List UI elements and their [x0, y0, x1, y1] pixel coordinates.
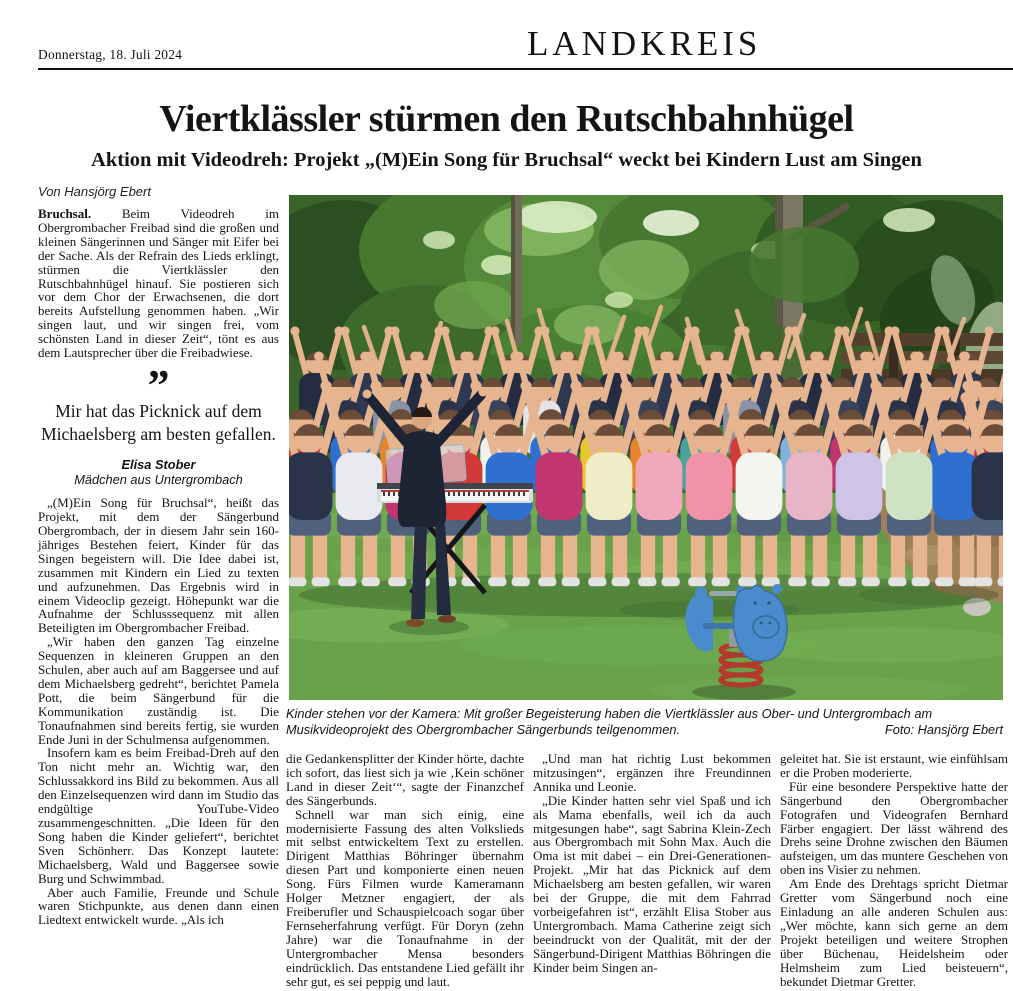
photo-caption-text: Kinder stehen vor der Kamera: Mit großer Begeisterung haben die Viertklässler aus Ober- und Untergrombach am Musikvideoprojekt des Obergrombacher Sängerbunds teilgenommen.	[286, 706, 933, 737]
lead-text: Beim Videodreh im Obergrombacher Freibad sind die großen und kleinen Sängerinnen und Sänger mit Eifer bei der Sache. Als der Refrain des Lieds erklingt, stürmen die Viertklässler den Rutschbahnhügel hinauf. Sie postieren sich vor dem Chor der Erwachsenen, die dort bereits Aufstellung genommen haben. „Wir singen laut, und wir singen frei, vom schönsten Land in dieser Zeit“, tönt es aus dem Lautsprecher über die Freibadwiese.	[38, 206, 279, 361]
article-paragraph: Am Ende des Drehtags spricht Dietmar Gretter vom Sängerbund noch eine Einladung an alle anderen Schulen aus: „Wer möchte, kann sich gerne an dem Projekt beteiligen und weitere Strophen über Büchenau, Heidelsheim oder Helmsheim zum Lied beisteuern“, bekundet Dietmar Gretter.	[780, 876, 1008, 989]
article-paragraph: geleitet hat. Sie ist erstaunt, wie einfühlsam er die Proben moderierte.	[780, 751, 1008, 780]
article-paragraph: „Und man hat richtig Lust bekommen mitzusingen“, ergänzen ihre Freundinnen Annika und Leonie.	[533, 751, 771, 794]
lead-location: Bruchsal.	[38, 206, 92, 221]
lead-paragraph	[38, 207, 279, 360]
article-paragraph: Aber auch Familie, Freunde und Schule waren Stichpunkte, aus denen dann einen Liedtext entwickelt wurde. „Als ich	[38, 884, 279, 928]
article-paragraph: „(M)Ein Song für Bruchsal“, heißt das Projekt, mit dem der Sängerbund Obergrombach, der in diesem Jahr sein 160-jähriges Bestehen feiert, Kinder für das Singen begeistern will. Die Idee dabei ist, zusammen mit Kindern ein Lied zu texten und aufzunehmen. Das Ergebnis wird in einem Videoclip gezeigt. Höhepunkt war die Aufnahme der Schlusssequenz mit allen Beteiligten im Obergrombacher Freibad.	[38, 495, 279, 636]
article-photo	[289, 195, 1003, 700]
article-paragraph: Insofern kam es beim Freibad-Dreh auf den Ton nicht mehr an. Wichtig war, den Schlussakkord ins Bild zu bekommen. Aus all den Einzelsequenzen wird dann im Studio das endgültige YouTube-Video zusammengeschnitten. „Die Ideen für den Song haben die Kinder geliefert“, berichtet Sven Schönherr. Das Konzept lautete: Michaelsberg, Wald und Baggersee sowie Burg und Schwimmbad.	[38, 745, 279, 886]
pull-quote	[38, 360, 279, 488]
article-column-1	[286, 752, 524, 988]
article-paragraph: „Die Kinder hatten sehr viel Spaß und ich als Mama ebenfalls, weil ich da auch mitgesungen habe“, sagt Sabrina Klein-Zech aus Obergrombach mit Sohn Max. Auch die Oma ist mit dabei – ein Drei-Generationen-Projekt. „Mir hat das Picknick auf dem Michaelsberg am besten gefallen, wir waren bei der Gruppe, die mit dem Fahrrad vorbeigefahren ist“, erzählt Elisa Stober aus Untergrombach. Mama Catherine zeigt sich beeindruckt von der Qualität, mit der der Sängerbund-Dirigent Matthias Böhringen die Kinder beim Singen an-	[533, 792, 771, 975]
quote-mark-icon: ”	[147, 360, 170, 410]
pull-quote-text: Mir hat das Picknick auf dem Michaelsberg am besten gefallen.	[41, 401, 276, 444]
article-paragraph: „Wir haben den ganzen Tag einzelne Sequenzen in kleineren Gruppen an den Schulen, aber auch auf am Baggersee und auf dem Michaelsberg gedreht“, berichtet Pamela Pott, die beim Sängerbund für die Kommunikation zuständig ist. Die Tonaufnahmen sind bereits fertig, sie wurden Ende Juni in der Schulmensa aufgenommen.	[38, 634, 279, 747]
article-column-2	[533, 752, 771, 975]
masthead-rule	[38, 68, 1013, 70]
masthead-section: LANDKREIS	[527, 24, 762, 63]
article-paragraph: Für eine besondere Perspektive hatte der Sängerbund den Obergrombacher Fotografen und Videografen Bernhard Färber engagiert. Der lässt während des Drehs seine Drohne zwischen den Bäumen aufsteigen, um das muntere Geschehen von oben ins Visier zu nehmen.	[780, 778, 1008, 878]
article-paragraph: Schnell war man sich einig, eine modernisierte Fassung des alten Volkslieds mit selbst entwickeltem Text zu erstellen. Dirigent Matthias Böhringer übernahm diesen Part und komponierte einen neuen Song. Fürs Filmen wurde Kameramann Holger Metzner engagiert, der als Freiberufler und Schauspielcoach sogar über Fernseherfahrung verfügt. Für Doryn (zehn Jahre) war die Tonaufnahme in der Untergrombacher Mensa besonders eindrücklich. Das entstandene Lied gefällt ihr sehr gut, es sei peppig und laut.	[286, 806, 524, 989]
photo-credit: Foto: Hansjörg Ebert	[884, 721, 1003, 737]
article-paragraph: die Gedankensplitter der Kinder hörte, dachte ich sofort, das liest sich ja wie ‚Kein schöner Land in dieser Zeit‘“, sagte der Finanzchef des Sängerbunds.	[286, 751, 524, 808]
pull-quote-author: Elisa Stober	[121, 457, 196, 473]
masthead-date: Donnerstag, 18. Juli 2024	[38, 47, 183, 62]
pull-quote-role: Mädchen aus Untergrombach	[74, 472, 243, 488]
article-column-3	[780, 752, 1008, 988]
photo-caption	[286, 706, 1003, 737]
subheadline: Aktion mit Videodreh: Projekt „(M)Ein Song für Bruchsal“ weckt bei Kindern Lust am Singen	[91, 149, 922, 171]
byline: Von Hansjörg Ebert	[38, 184, 151, 199]
article-left-column	[38, 207, 279, 927]
headline: Viertklässler stürmen den Rutschbahnhügel	[159, 98, 854, 140]
photo-illustration	[289, 195, 1003, 700]
